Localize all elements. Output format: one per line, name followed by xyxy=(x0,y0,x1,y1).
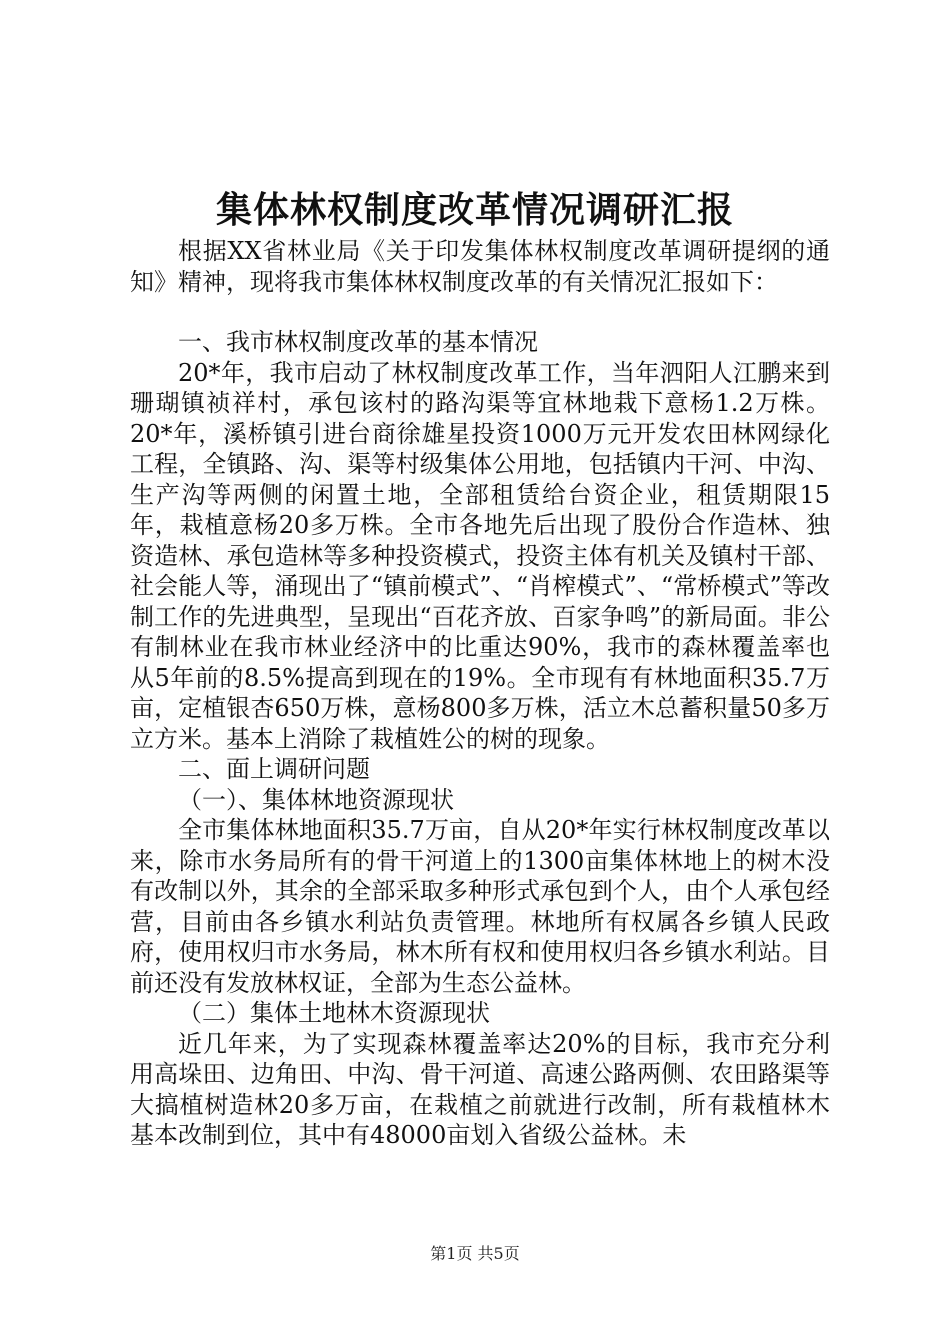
section-heading-1: 一、我市林权制度改革的基本情况 xyxy=(178,328,538,356)
document-title: 集体林权制度改革情况调研汇报 xyxy=(215,189,734,231)
section-heading-2: 二、面上调研问题 xyxy=(178,755,370,783)
document-body xyxy=(130,236,830,1151)
page-number-footer: 第1页 共5页 xyxy=(430,1244,520,1263)
subsection-heading-2: （二）集体土地林木资源现状 xyxy=(178,999,490,1027)
body-paragraph: 20*年，我市启动了林权制度改革工作，当年泗阳人江鹏来到珊瑚镇祯祥村，承包该村的路沟渠等宜林地栽下意杨1.2万株。20*年，溪桥镇引进台商徐雄星投资1000万元开发农田林网绿化工程，全镇路、沟、渠等村级集体公用地，包括镇内干河、中沟、生产沟等两侧的闲置土地，全部租赁给台资企业，租赁期限15年，栽植意杨20多万株。全市各地先后出现了股份合作造林、独资造林、承包造林等多种投资模式，投资主体有机关及镇村干部、社会能人等，涌现出了“镇前模式”、“肖榨模式”、“常桥模式”等改制工作的先进典型，呈现出“百花齐放、百家争鸣”的新局面。非公有制林业在我市林业经济中的比重达90%，我市的森林覆盖率也从5年前的8.5%提高到现在的19%。全市现有有林地面积35.7万亩，定植银杏650万株，意杨800多万株，活立木总蓄积量50多万立方米。基本上消除了栽植姓公的树的现象。 xyxy=(130,358,830,753)
subsection-heading-1: （一）、集体林地资源现状 xyxy=(178,785,454,814)
body-paragraph: 全市集体林地面积35.7万亩，自从20*年实行林权制度改革以来，除市水务局所有的骨干河道上的1300亩集体林地上的树木没有改制以外，其余的全部采取多种形式承包到个人，由个人承包经营，目前由各乡镇水利站负责管理。林地所有权属各乡镇人民政府，使用权归市水务局，林木所有权和使用权归各乡镇水利站。目前还没有发放林权证，全部为生态公益林。 xyxy=(130,816,830,997)
intro-paragraph: 根据XX省林业局《关于印发集体林权制度改革调研提纲的通知》精神，现将我市集体林权制度改革的有关情况汇报如下： xyxy=(130,237,830,296)
body-paragraph: 近几年来，为了实现森林覆盖率达20%的目标，我市充分利用高垛田、边角田、中沟、骨干河道、高速公路两侧、农田路渠等大搞植树造林20多万亩，在栽植之前就进行改制，所有栽植林木基本改制到位，其中有48000亩划入省级公益林。未 xyxy=(130,1029,830,1149)
